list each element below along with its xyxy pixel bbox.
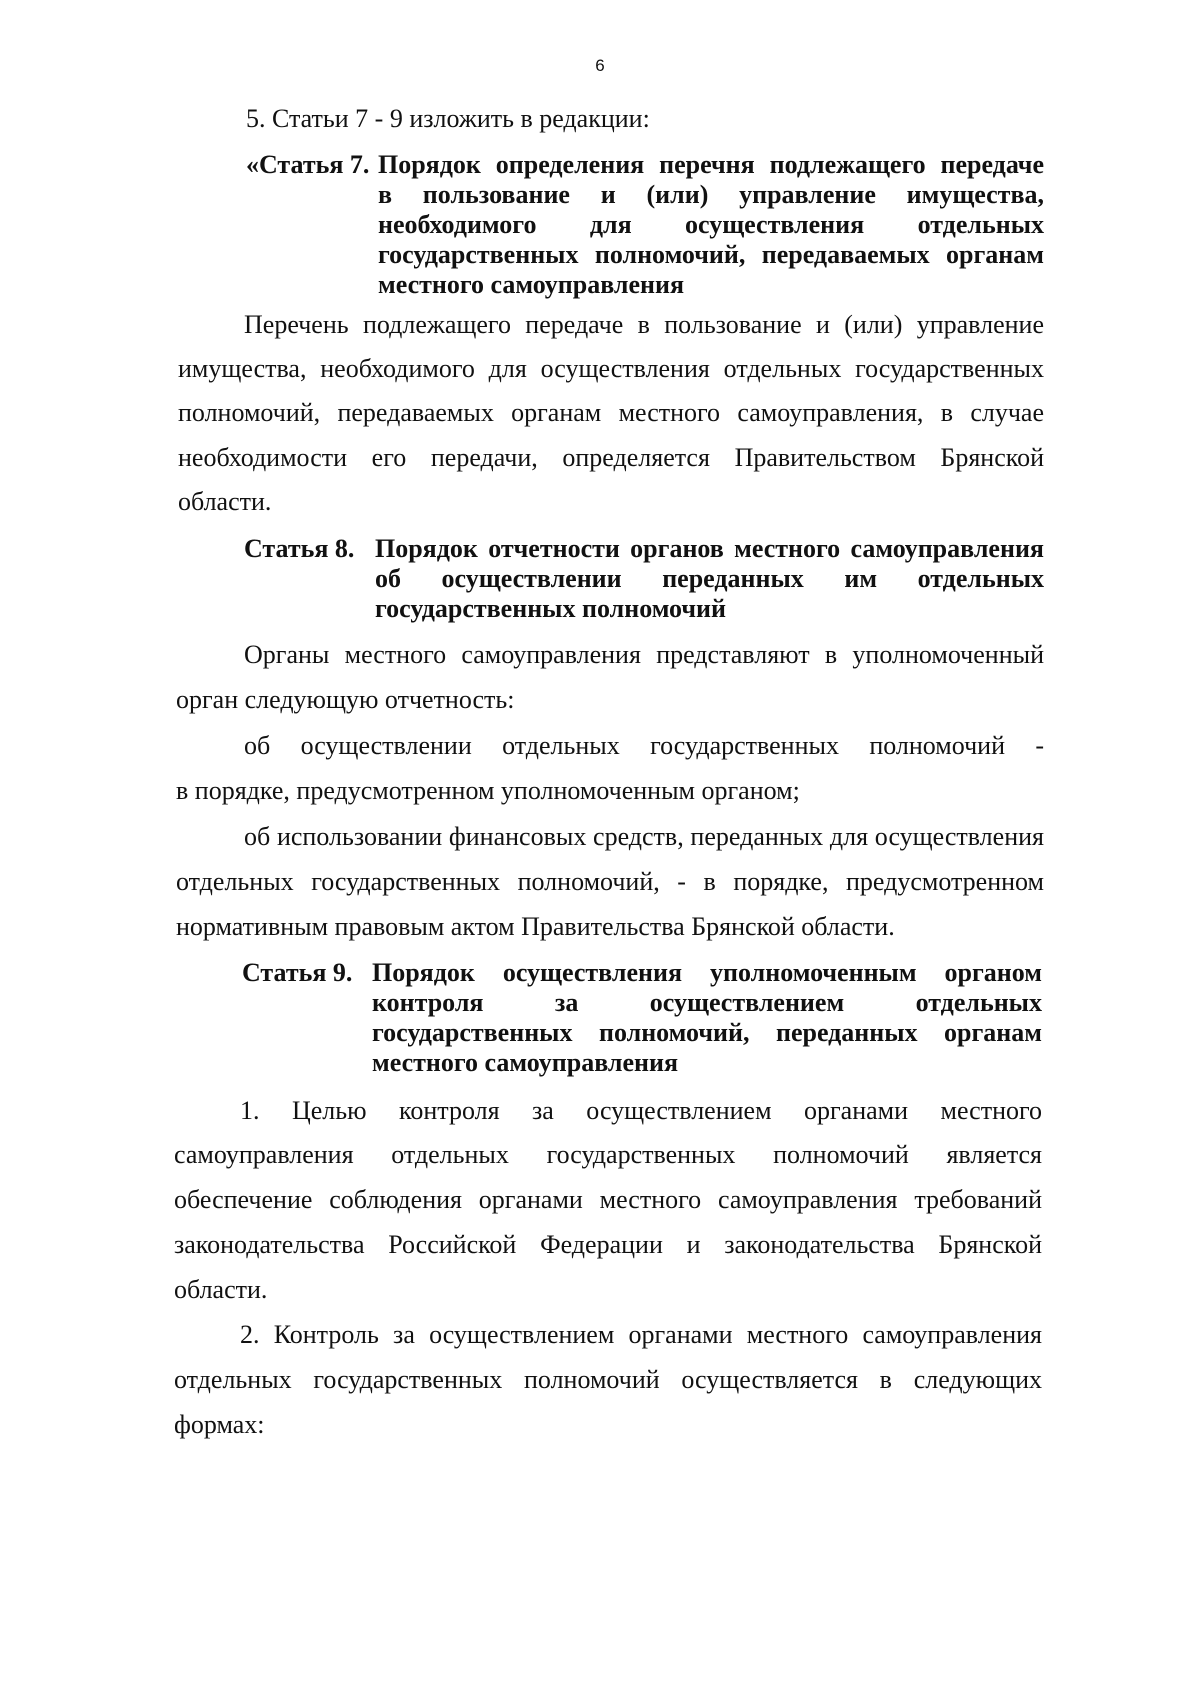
article-9-label: Статья 9. (242, 958, 353, 987)
article-7-title-line: государственных полномочий, передаваемых органам (378, 240, 1044, 269)
article-8-text-line: отдельных государственных полномочий, - в порядке, предусмотренном (176, 867, 1044, 896)
article-9-text-line: законодательства Российской Федерации и законодательства Брянской (174, 1230, 1042, 1259)
amendment-intro: 5. Статьи 7 - 9 изложить в редакции: (246, 104, 650, 133)
article-9-text-line: отдельных государственных полномочий осуществляется в следующих (174, 1365, 1042, 1394)
article-7-title-line: местного самоуправления (378, 270, 685, 299)
article-9-title-line: государственных полномочий, переданных органам (372, 1018, 1042, 1047)
article-8-text-line: в порядке, предусмотренном уполномоченным органом; (176, 776, 800, 805)
article-8-text-line: нормативным правовым актом Правительства Брянской области. (176, 912, 895, 941)
page-number: 6 (595, 56, 605, 75)
article-9-text-line: области. (174, 1275, 268, 1304)
article-7-title-line: в пользование и (или) управление имущества, (378, 180, 1044, 209)
article-7-title-line: Порядок определения перечня подлежащего передаче (378, 150, 1044, 179)
article-8-text-line: орган следующую отчетность: (176, 685, 515, 714)
article-8-text-line: об осуществлении отдельных государственных полномочий - (244, 731, 1044, 760)
article-7-title-line: необходимого для осуществления отдельных (378, 210, 1044, 239)
article-8-title-line: об осуществлении переданных им отдельных (375, 564, 1044, 593)
article-8-title-line: Порядок отчетности органов местного самоуправления (375, 534, 1044, 563)
article-7-text-line: Перечень подлежащего передаче в пользование и (или) управление (244, 310, 1044, 339)
article-9-title-line: Порядок осуществления уполномоченным органом (372, 958, 1042, 987)
article-9-text-line: 1. Целью контроля за осуществлением органами местного (240, 1096, 1042, 1125)
article-9-text-line: 2. Контроль за осуществлением органами местного самоуправления (240, 1320, 1042, 1349)
article-8-label: Статья 8. (244, 534, 355, 563)
article-7-text-line: области. (178, 487, 272, 516)
article-8-title-line: государственных полномочий (375, 594, 727, 623)
article-9-title-line: местного самоуправления (372, 1048, 679, 1077)
article-9-text-line: обеспечение соблюдения органами местного самоуправления требований (174, 1185, 1042, 1214)
article-7-text-line: имущества, необходимого для осуществления отдельных государственных (178, 354, 1044, 383)
article-9-text-line: самоуправления отдельных государственных полномочий является (174, 1140, 1042, 1169)
article-8-text-line: об использовании финансовых средств, переданных для осуществления (244, 822, 1044, 851)
article-7-label: «Статья 7. (246, 150, 370, 179)
article-9-text-line: формах: (174, 1410, 265, 1439)
article-8-text-line: Органы местного самоуправления представляют в уполномоченный (244, 640, 1044, 669)
article-7-text-line: полномочий, передаваемых органам местного самоуправления, в случае (178, 398, 1044, 427)
article-7-text-line: необходимости его передачи, определяется Правительством Брянской (178, 443, 1044, 472)
article-9-title-line: контроля за осуществлением отдельных (372, 988, 1042, 1017)
